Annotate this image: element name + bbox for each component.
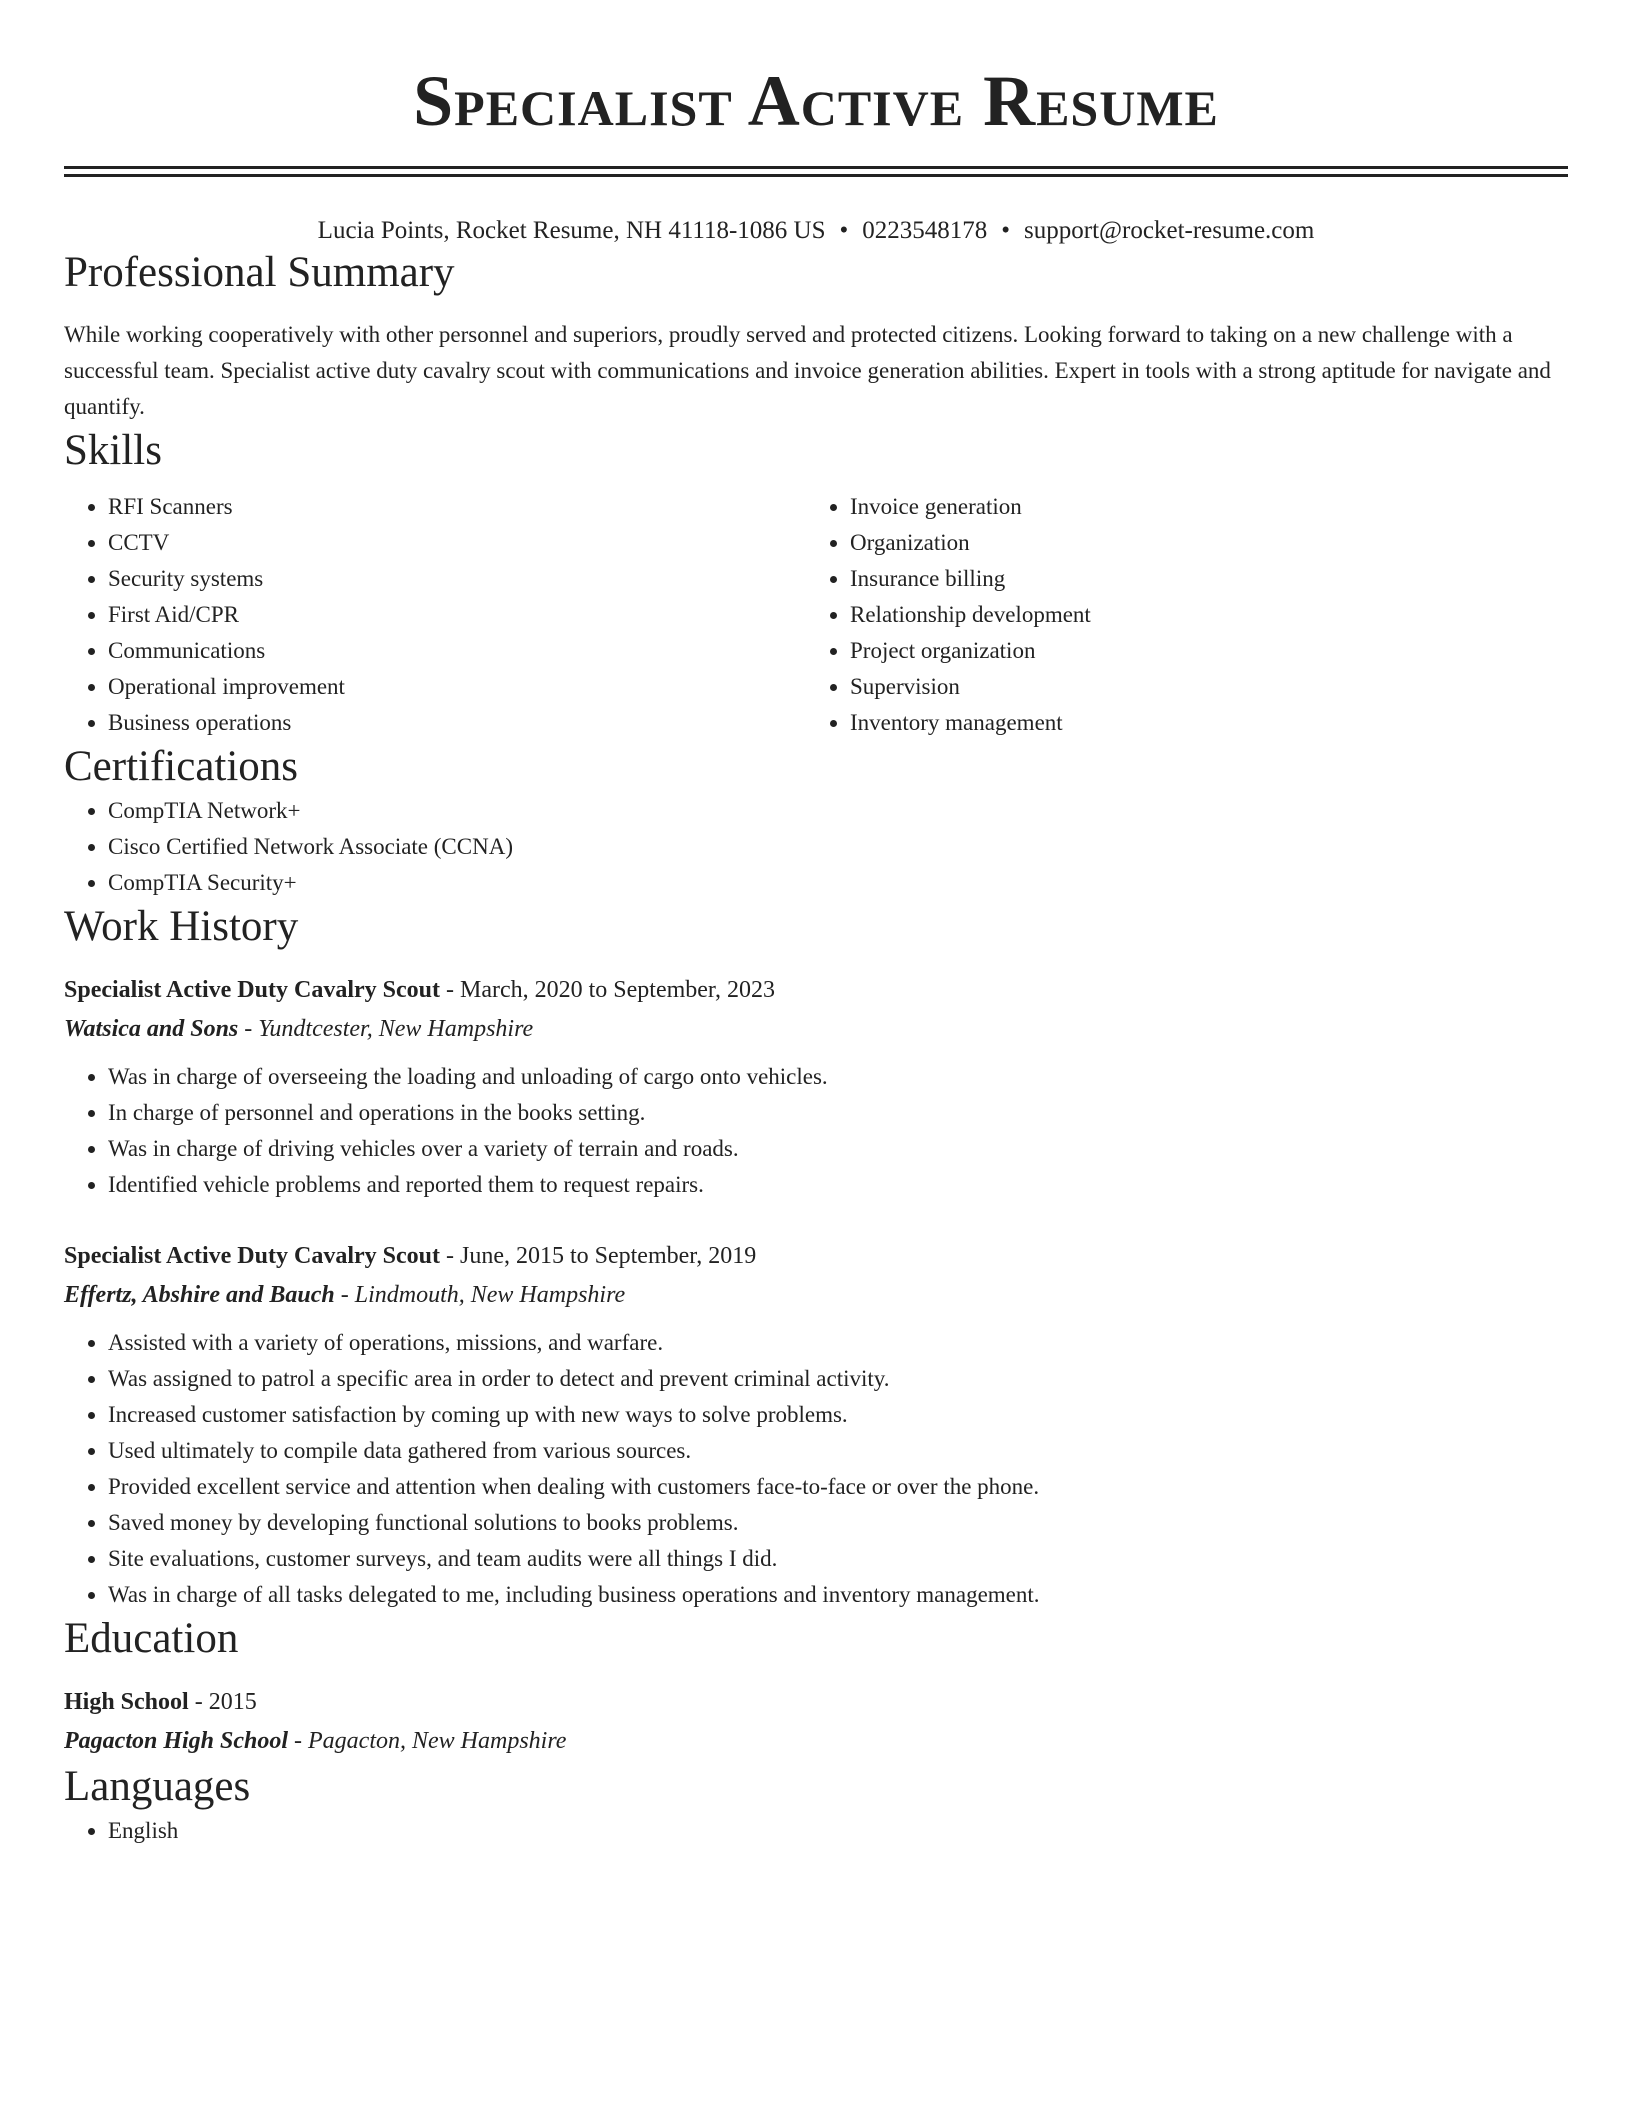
contact-email[interactable]: support@rocket-resume.com [1024, 217, 1315, 244]
skill-item: • Project organization [850, 633, 1548, 669]
skills-column-left [64, 489, 806, 741]
title-divider [64, 166, 1568, 177]
job-duty: • Was in charge of driving vehicles over a variety of terrain and roads. [108, 1131, 1568, 1167]
skill-item: • Supervision [850, 669, 1548, 705]
job-title-line [64, 971, 1568, 1009]
skills-list-right [806, 489, 1548, 741]
skills-column-right [806, 489, 1548, 741]
education-entry [64, 1683, 1568, 1761]
certification-item: • CompTIA Network+ [108, 793, 1568, 829]
job-title: Specialist Active Duty Cavalry Scout [64, 1243, 440, 1269]
job-company-line [64, 1275, 1568, 1315]
job-duty: • Site evaluations, customer surveys, and team audits were all things I did. [108, 1541, 1568, 1577]
job-duty: • Was in charge of all tasks delegated to me, including business operations and inventory management. [108, 1577, 1568, 1613]
certifications-list [64, 793, 1568, 901]
work-history-heading: Work History [64, 903, 299, 950]
skill-item: • CCTV [108, 525, 806, 561]
resume-title: Specialist Active Resume [413, 61, 1219, 141]
contact-line [64, 215, 1568, 247]
skill-item: • Inventory management [850, 705, 1548, 741]
job-dates: - June, 2015 to September, 2019 [439, 1243, 757, 1269]
job-location: - Yundtcester, New Hampshire [238, 1016, 534, 1042]
job-duties-list [64, 1325, 1568, 1613]
summary-heading: Professional Summary [64, 249, 455, 296]
job-title-line [64, 1237, 1568, 1275]
contact-address: Lucia Points, Rocket Resume, NH 41118-1086 US [317, 217, 826, 244]
education-degree-line [64, 1683, 1568, 1721]
job-dates: - March, 2020 to September, 2023 [439, 977, 775, 1003]
education-degree: High School [64, 1689, 189, 1715]
certification-item: • Cisco Certified Network Associate (CCNA) [108, 829, 1568, 865]
job-duty: • Was in charge of overseeing the loading and unloading of cargo onto vehicles. [108, 1059, 1568, 1095]
languages-heading: Languages [64, 1763, 251, 1810]
job-location: - Lindmouth, New Hampshire [334, 1282, 626, 1308]
education-location: - Pagacton, New Hampshire [288, 1728, 567, 1754]
skill-item: • Organization [850, 525, 1548, 561]
education-school-line [64, 1721, 1568, 1761]
skill-item: • First Aid/CPR [108, 597, 806, 633]
summary-text: While working cooperatively with other personnel and superiors, proudly served and protected citizens. Looking forward to taking on a new challenge with a successful team. Specialist active duty cavalry scout with communications and invoice generation abilities. Expert in tools with a strong aptitude for navigate and quantify. [64, 322, 1551, 419]
job-duty: • Saved money by developing functional solutions to books problems. [108, 1505, 1568, 1541]
job-duty: • Provided excellent service and attention when dealing with customers face-to-face or over the phone. [108, 1469, 1568, 1505]
job-company: Effertz, Abshire and Bauch [64, 1282, 335, 1308]
contact-separator: • [1001, 217, 1011, 244]
job-duty: • Used ultimately to compile data gathered from various sources. [108, 1433, 1568, 1469]
skill-item: • Operational improvement [108, 669, 806, 705]
job-company-line [64, 1009, 1568, 1049]
skills-list-left [64, 489, 806, 741]
job-title: Specialist Active Duty Cavalry Scout [64, 977, 440, 1003]
skill-item: • Security systems [108, 561, 806, 597]
certifications-heading: Certifications [64, 743, 299, 790]
job-duty: • In charge of personnel and operations in the books setting. [108, 1095, 1568, 1131]
skills-heading: Skills [64, 427, 162, 474]
skills-columns [64, 489, 1568, 741]
skill-item: • Relationship development [850, 597, 1548, 633]
certification-item: • CompTIA Security+ [108, 865, 1568, 901]
education-school: Pagacton High School [64, 1728, 289, 1754]
job-company: Watsica and Sons [64, 1016, 239, 1042]
languages-list [64, 1813, 1568, 1849]
job-duty: • Identified vehicle problems and reported them to request repairs. [108, 1167, 1568, 1203]
skill-item: • RFI Scanners [108, 489, 806, 525]
job-duty: • Increased customer satisfaction by coming up with new ways to solve problems. [108, 1397, 1568, 1433]
skill-item: • Business operations [108, 705, 806, 741]
skill-item: • Communications [108, 633, 806, 669]
job-entry [64, 1237, 1568, 1613]
education-year: - 2015 [188, 1689, 257, 1715]
language-item: • English [108, 1813, 1568, 1849]
job-duty: • Assisted with a variety of operations, missions, and warfare. [108, 1325, 1568, 1361]
contact-separator: • [839, 217, 849, 244]
job-duties-list [64, 1059, 1568, 1203]
skill-item: • Invoice generation [850, 489, 1548, 525]
job-duty: • Was assigned to patrol a specific area in order to detect and prevent criminal activity. [108, 1361, 1568, 1397]
contact-phone: 0223548178 [862, 217, 988, 244]
skill-item: • Insurance billing [850, 561, 1548, 597]
job-entry [64, 971, 1568, 1203]
education-heading: Education [64, 1615, 239, 1662]
